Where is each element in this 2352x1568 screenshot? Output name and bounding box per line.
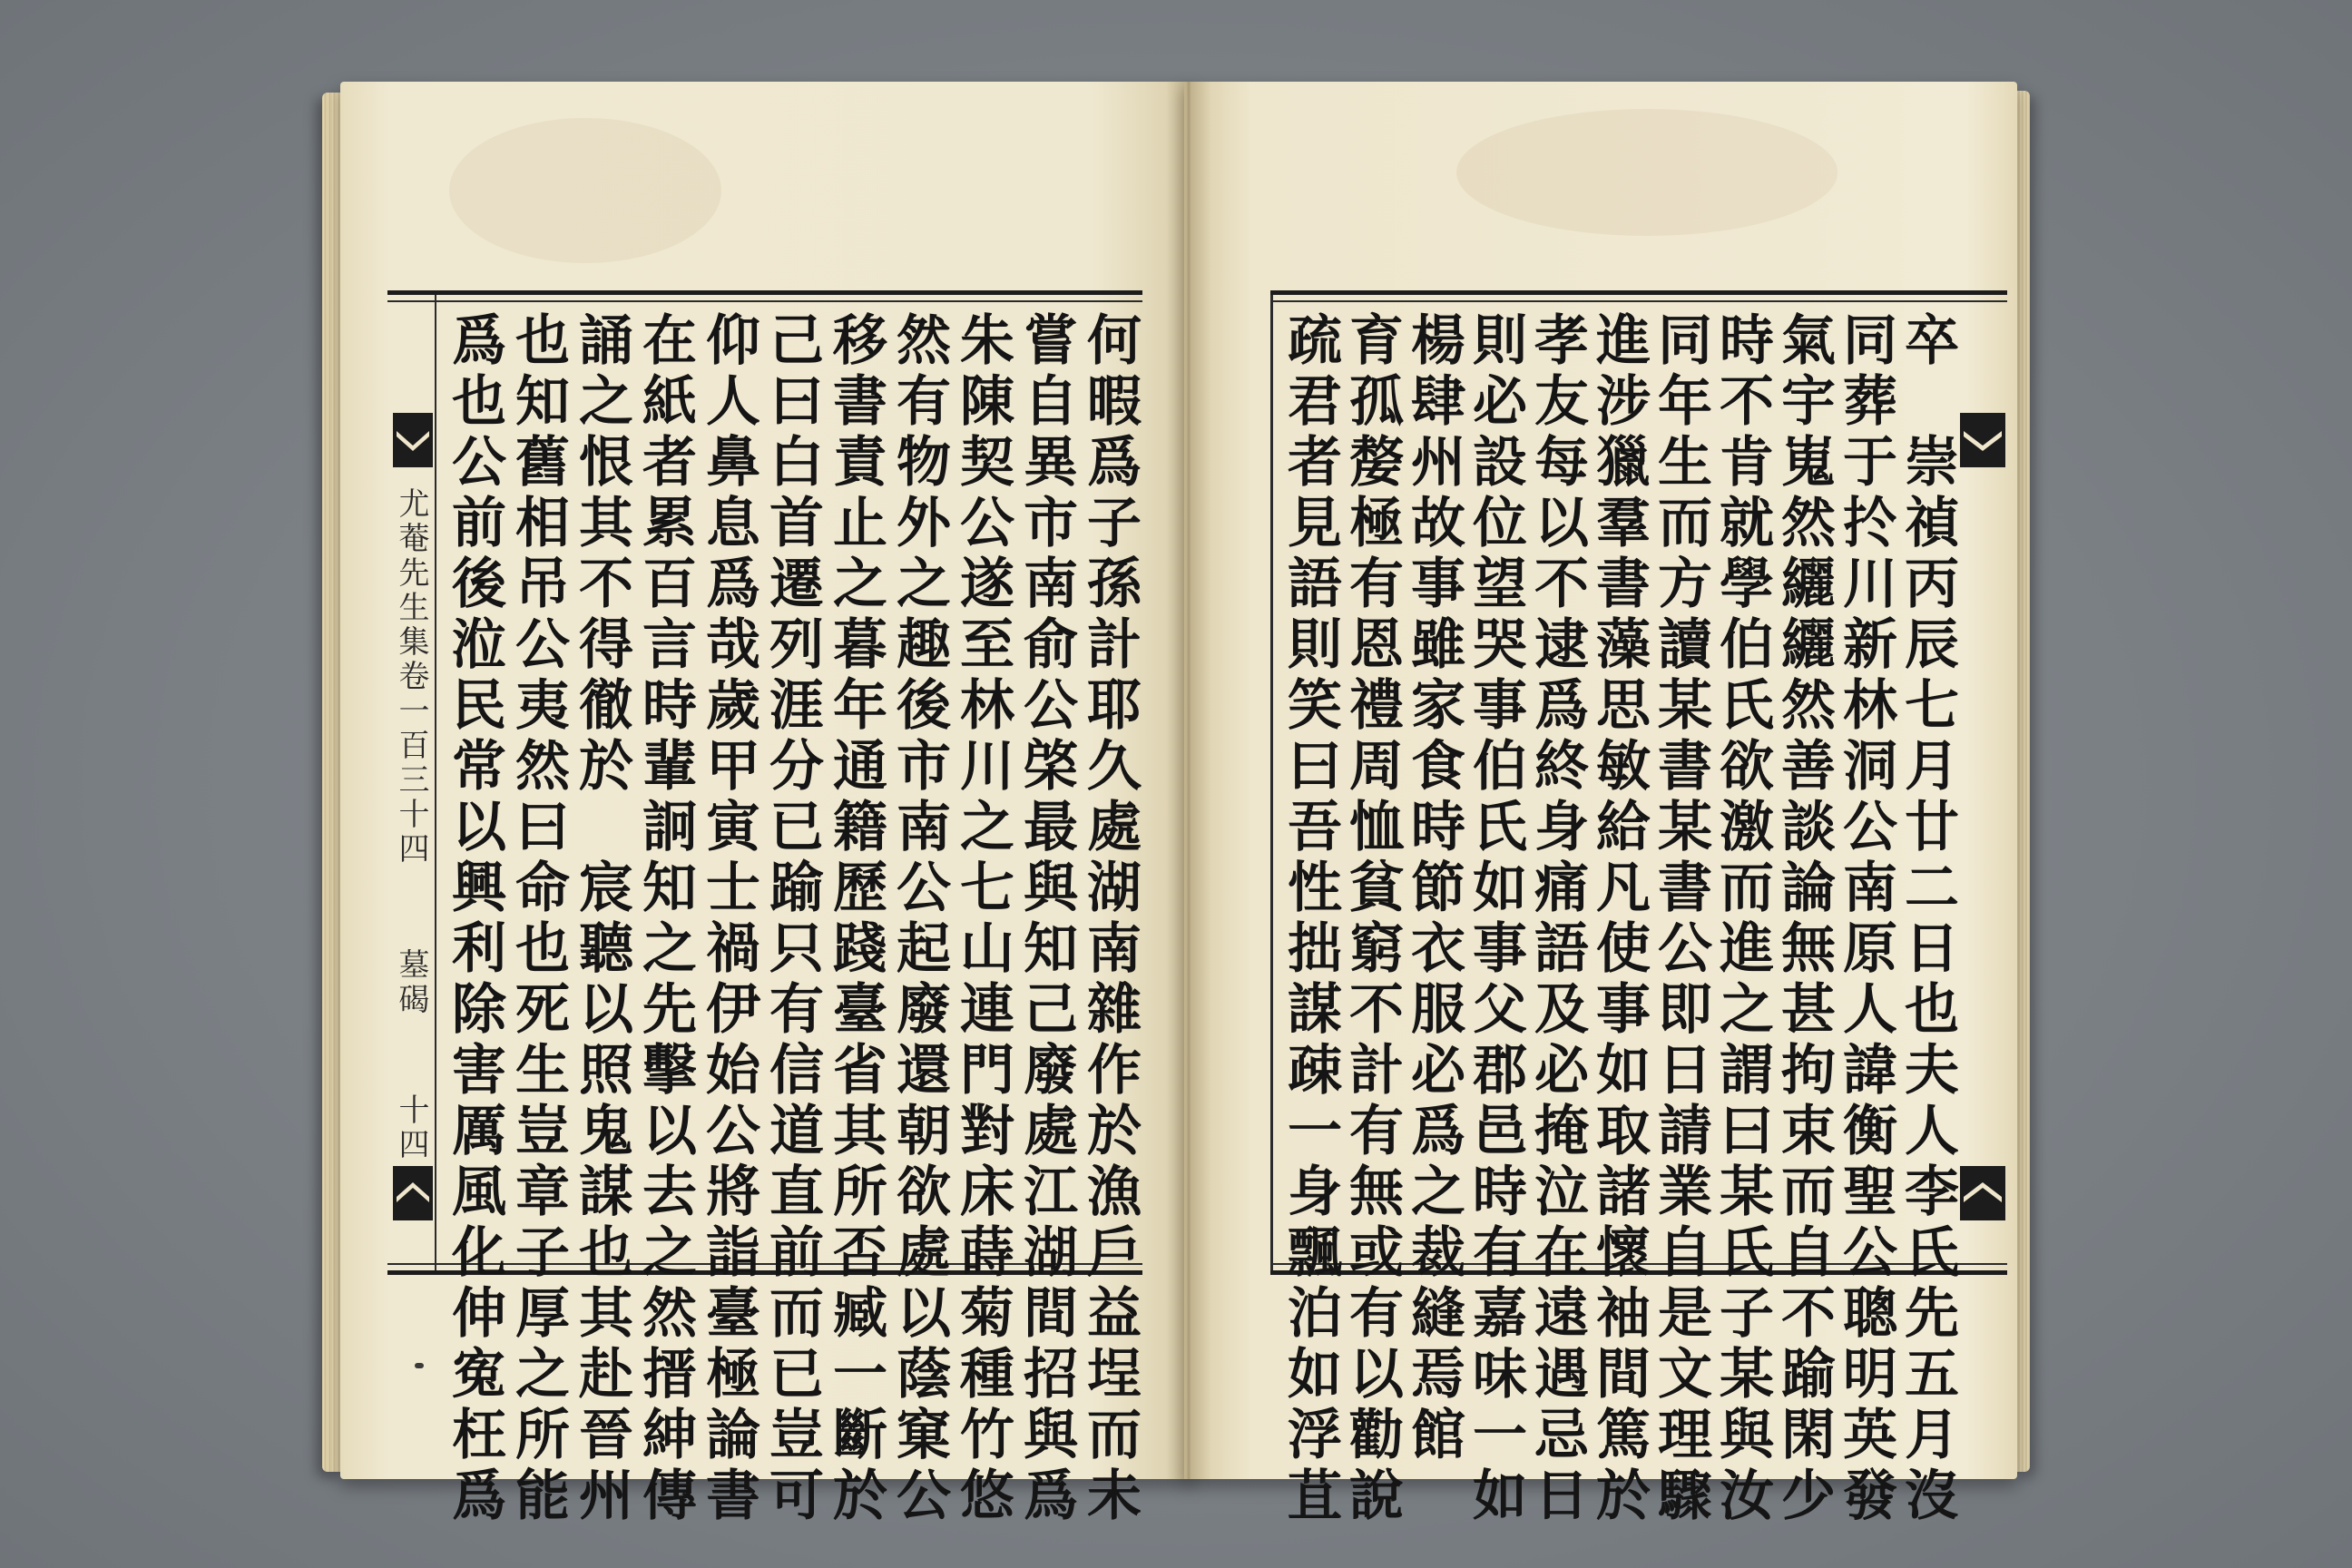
text-column: 則必設位望哭事伯氏如事父郡邑時有嘉味一如 xyxy=(1464,311,1527,1527)
text-column: 楊肆州故事雖家食時節衣服必爲之裁縫焉館 xyxy=(1402,311,1465,1466)
frame-left-border xyxy=(1270,295,1273,1270)
fish-tail-upper-icon xyxy=(393,413,433,467)
frame-rule-top xyxy=(1270,300,2007,302)
text-column: 也知舊相吊公夷然曰命也死生豈章子厚之所能 xyxy=(506,311,570,1527)
text-column: 然有物外之趣後市南公起廢還朝欲處以蔭窠公 xyxy=(887,311,951,1527)
text-column: 同年生而方讀某書某書公即日請業自是文理驟 xyxy=(1649,311,1712,1527)
right-text-frame xyxy=(1270,290,2007,1527)
text-column: 仰人鼻息爲哉歲甲寅士禍伊始公將詣臺極論書 xyxy=(697,311,760,1527)
text-column: 嘗自異市南俞公棨最與知己廢處江湖間招與爲 xyxy=(1014,311,1078,1527)
text-column: 時不肯就學伯氏欲激而進之謂曰某氏子某與汝 xyxy=(1710,311,1774,1527)
left-page xyxy=(340,82,1193,1527)
paper-stain xyxy=(449,118,721,263)
text-column: 氣宇嵬然纚纚然善談論無甚拘束而自不踰閑少 xyxy=(1772,311,1836,1527)
text-column: 孝友每以不逮爲終身痛語及必掩泣在遠遇忌日 xyxy=(1525,311,1589,1527)
text-column: 同葬于扵川新林洞公南原人諱衡聖公聰明英發 xyxy=(1834,311,1897,1527)
text-column: 朱陳契公遂至林川之七山連門對床蒔菊種竹悠 xyxy=(951,311,1014,1527)
text-column: 誦之恨其不得徹於 宸聽以照鬼謀也其赴晉州 xyxy=(570,311,633,1527)
text-column: 移書責止之暮年通籍歷踐臺省其所否臧一斷於 xyxy=(824,311,887,1527)
paper-stain xyxy=(1456,109,1838,236)
frame-rule-top xyxy=(387,300,1142,302)
fish-tail-lower-icon xyxy=(1960,1166,2005,1220)
text-column: 卒 崇禎丙辰七月廿二日也夫人李氏先五月沒 xyxy=(1896,311,1959,1527)
collection-title: 尤菴先生集卷一百三十四 xyxy=(393,487,429,867)
text-column: 何暇爲子孫計耶久處湖南雜作於漁戶益埕而未 xyxy=(1078,311,1142,1527)
open-book xyxy=(322,82,2046,1527)
section-label: 墓碣 xyxy=(393,948,429,1017)
fish-tail-upper-icon xyxy=(1960,413,2005,467)
text-column: 己曰白首遷列涯分已踰只有信道直前而已豈可 xyxy=(760,311,824,1527)
text-column: 疏君者見語則笑曰吾性拙謀疎一身飄泊如浮苴 xyxy=(1279,311,1342,1527)
text-column: 爲也公前後涖民常以興利除害厲風化伸寃枉爲 xyxy=(443,311,506,1527)
center-margin-band xyxy=(387,295,435,1270)
text-column: 進涉獵羣書藻思敏給凡使事如取諸懷袖間篤於 xyxy=(1587,311,1651,1527)
text-column: 育孤嫠極有恩禮周恤貧窮不計有無或有以勸說 xyxy=(1340,311,1404,1527)
fish-tail-lower-icon xyxy=(393,1166,433,1220)
folio-number: 十四 xyxy=(393,1093,429,1162)
margin-line xyxy=(435,295,436,1270)
left-text-frame xyxy=(387,290,1142,1527)
text-column: 在紙者累百言時輩詗知之先擊以去之然搢紳傳 xyxy=(633,311,697,1527)
ink-dot xyxy=(415,1363,424,1368)
